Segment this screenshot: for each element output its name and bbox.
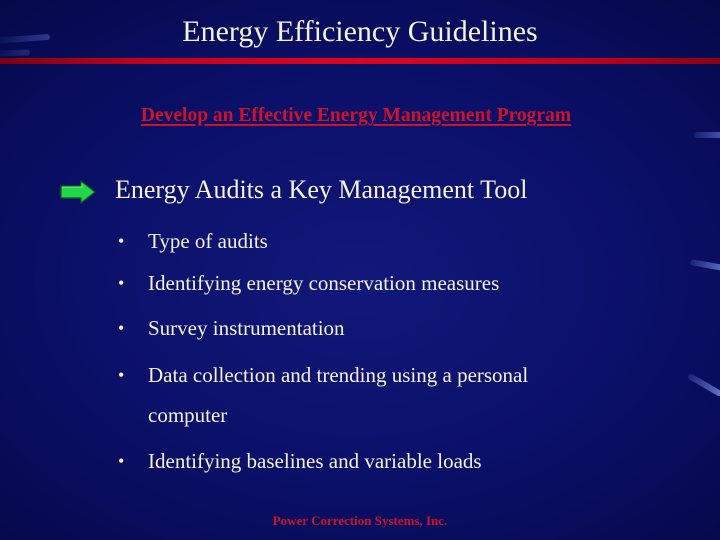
bullet-dot: • xyxy=(118,231,125,251)
bullet-dot: • xyxy=(118,273,125,293)
slide-subtitle: Develop an Effective Energy Management Program xyxy=(140,105,572,126)
slide-title: Energy Efficiency Guidelines xyxy=(182,15,538,48)
decorative-streak xyxy=(0,49,30,56)
list-item-text: Identifying baselines and variable loads xyxy=(148,449,482,473)
bullet-dot: • xyxy=(118,318,125,338)
list-item xyxy=(118,315,345,341)
list-item xyxy=(118,270,499,296)
footer-company: Power Correction Systems, Inc. xyxy=(272,513,448,528)
list-item-text: Data collection and trending using a personal xyxy=(148,363,529,387)
bullet-dot: • xyxy=(118,365,125,385)
list-item xyxy=(118,228,268,254)
list-item-continuation: computer xyxy=(148,403,228,427)
decorative-streak xyxy=(687,373,720,397)
list-item-text: Survey instrumentation xyxy=(148,316,345,340)
list-item xyxy=(118,448,482,474)
list-item-text: Identifying energy conservation measures xyxy=(148,271,500,295)
decorative-streak xyxy=(694,132,720,138)
section-heading: Energy Audits a Key Management Tool xyxy=(115,175,528,204)
title-divider xyxy=(0,58,720,64)
right-arrow-icon xyxy=(60,180,96,204)
bullet-dot: • xyxy=(118,451,125,471)
decorative-streak xyxy=(690,259,720,271)
list-item xyxy=(118,362,528,428)
list-item-text: Type of audits xyxy=(148,229,268,253)
